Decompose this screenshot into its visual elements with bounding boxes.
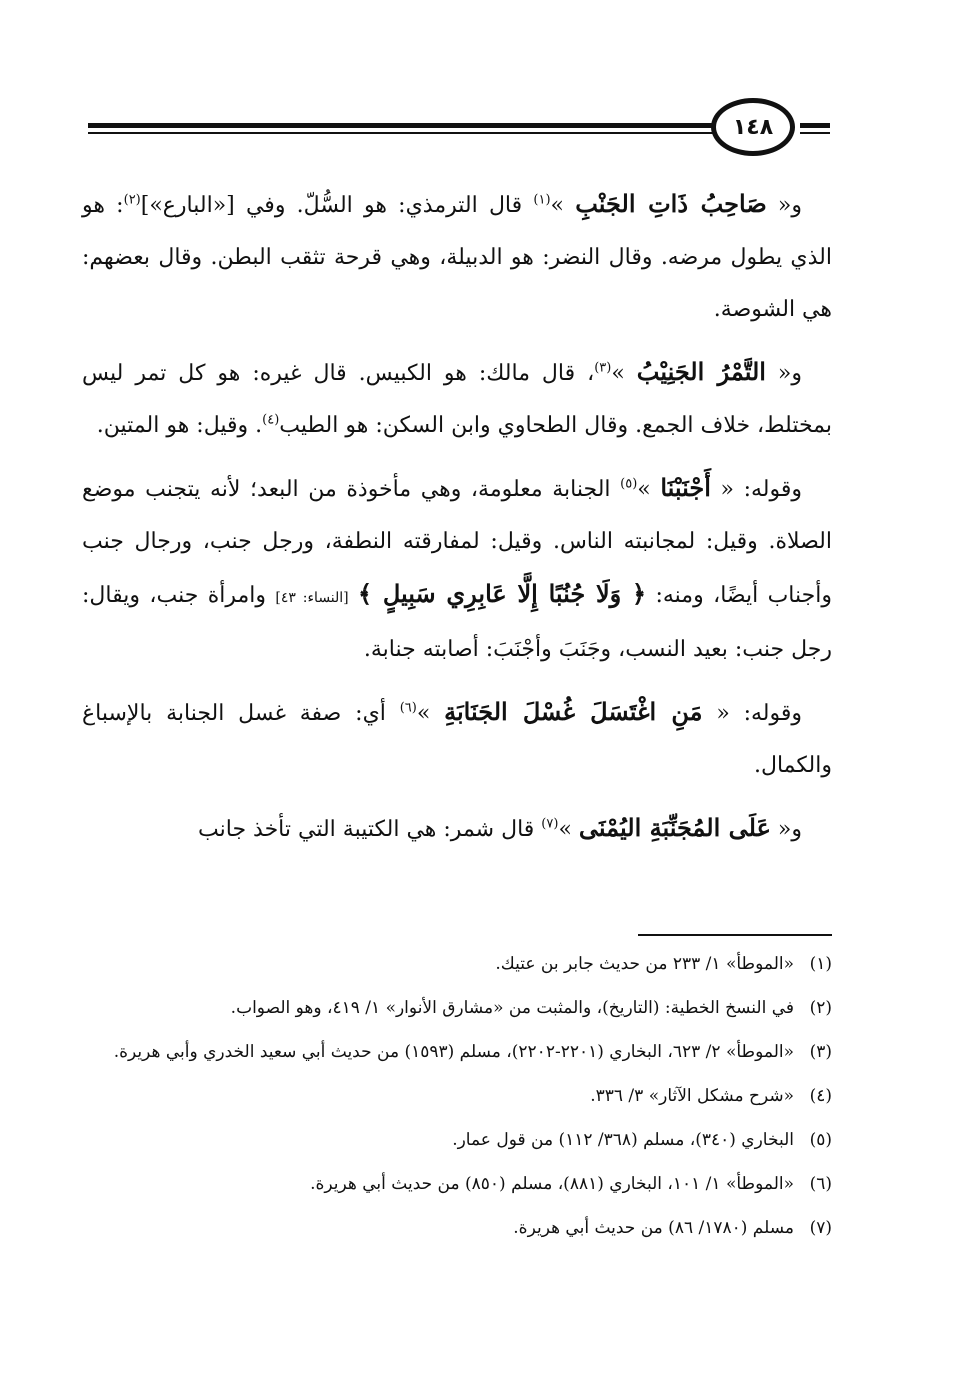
header-rule-thin <box>88 132 713 134</box>
footnote-ref: (٤) <box>262 412 280 428</box>
text-run: و« <box>765 361 802 386</box>
main-text <box>82 178 832 866</box>
quoted-term: أَجْنَبْنَا <box>660 473 711 502</box>
footnote-ref: (٦) <box>399 700 417 716</box>
footnote-number: (٧) <box>809 1218 832 1238</box>
paragraph <box>82 686 832 792</box>
footnote-ref: (٧) <box>541 816 559 832</box>
page-number: ١٤٨ <box>711 98 795 156</box>
quoted-term: ﴿ وَلَا جُنُبًا إِلَّا عَابِرِي سَبِيلٍ ﴾ <box>358 579 647 608</box>
text-run: الجنابة معلومة، وهي مأخوذة من البعد؛ لأنه يتجنب موضع الصلاة. وقيل: لمجانبته الناس. وقيل: لمفارقته النطفة، ورجل جنب، ورجال جنب وأجناب أيضًا، ومنه: <box>82 477 832 608</box>
verse-reference: [النساء: ٤٣] <box>275 590 349 606</box>
footnote-text: مسلم (١٧٨٠/ ٨٦) من حديث أبي هريرة. <box>513 1218 794 1238</box>
text-run: : هو الذي يطول مرضه. وقال النضر: هو الدبيلة، وهي قرحة تثقب البطن. وقال بعضهم: هي الشوصة. <box>82 193 832 322</box>
text-run: و« <box>770 817 802 842</box>
text-run: قال الترمذي: هو السُّلّ. وفي [«البارع»] <box>140 193 534 218</box>
page-header <box>88 98 830 160</box>
text-run: و« <box>766 193 803 218</box>
footnote-number: (٤) <box>809 1086 832 1106</box>
text-run: وقوله: « <box>702 701 802 726</box>
footnote-ref: (٥) <box>620 476 638 492</box>
footnote-text: «الموطأ» ١/ ١٠١، البخاري (٨٨١)، مسلم (٨٥٠) من حديث أبي هريرة. <box>310 1174 794 1194</box>
text-run: . وقيل: هو المتين. <box>96 413 263 438</box>
footnotes <box>82 947 832 1255</box>
text-run: أي: صفة غسل الجنابة بالإسباغ والكمال. <box>82 701 832 778</box>
text-run: ، قال مالك: هو الكبيس. قال غيره: هو كل تمر ليس بمختلط، خلاف الجمع. وقال الطحاوي وابن السكن: هو الطيب <box>82 361 832 438</box>
paragraph <box>82 346 832 452</box>
text-run: قال شمر: هي الكتيبة التي تأخذ جانب <box>198 817 542 842</box>
footnote-number: (٢) <box>809 998 832 1018</box>
footnote-ref: (٣) <box>594 360 612 376</box>
footnote <box>82 1167 832 1201</box>
footnote-number: (٣) <box>809 1042 832 1062</box>
footnote-number: (٦) <box>809 1174 832 1194</box>
footnote-text: البخاري (٣٤٠)، مسلم (٣٦٨/ ١١٢) من قول عمار. <box>452 1130 794 1150</box>
paragraph <box>82 178 832 336</box>
footnote <box>82 1123 832 1157</box>
quoted-term: مَنِ اغْتَسَلَ غُسْلَ الجَنَابَةِ <box>444 697 703 726</box>
text-run: » <box>416 701 445 726</box>
footnote-divider <box>638 934 832 936</box>
text-run: » <box>637 477 661 502</box>
text-run: » <box>550 193 576 218</box>
header-rule-right-thin <box>800 132 830 134</box>
footnote <box>82 947 832 981</box>
footnote-ref: (٢) <box>123 192 141 208</box>
footnote-number: (١) <box>809 954 832 974</box>
footnote <box>82 1035 832 1069</box>
text-run: وامرأة جنب، ويقال: رجل جنب: بعيد النسب، وجَنَبَ وأجْنَبَ: أصابته جنابة. <box>82 583 832 662</box>
footnote <box>82 1211 832 1245</box>
paragraph <box>82 462 832 676</box>
footnote-text: «الموطأ» ٢/ ٦٢٣، البخاري (٢٢٠١-٢٢٠٢)، مسلم (١٥٩٣) من حديث أبي سعيد الخدري وأبي هريرة. <box>113 1042 794 1062</box>
header-rule-thick <box>88 123 713 128</box>
quoted-term: التَّمْرُ الجَنِيْبُ <box>636 357 766 386</box>
paragraph <box>82 802 832 856</box>
quoted-term: صَاحِبُ ذَاتِ الجَنْبِ <box>575 189 767 218</box>
footnote-text: «شرح مشكل الآثار» ٣/ ٣٣٦. <box>590 1086 794 1106</box>
footnote <box>82 1079 832 1113</box>
text-run: » <box>558 817 579 842</box>
footnote-text: «الموطأ» ١/ ٢٣٣ من حديث جابر بن عتيك. <box>495 954 794 974</box>
footnote-number: (٥) <box>809 1130 832 1150</box>
text-run <box>349 583 358 608</box>
footnote <box>82 991 832 1025</box>
footnote-ref: (١) <box>533 192 551 208</box>
header-rule-right-thick <box>800 123 830 128</box>
footnote-text: في النسخ الخطية: (التاريخ)، والمثبت من «مشارق الأنوار» ١/ ٤١٩، وهو الصواب. <box>230 998 794 1018</box>
text-run: وقوله: « <box>710 477 802 502</box>
quoted-term: عَلَى المُجَنِّبَةِ اليُمْنَى <box>578 813 771 842</box>
text-run: » <box>611 361 637 386</box>
